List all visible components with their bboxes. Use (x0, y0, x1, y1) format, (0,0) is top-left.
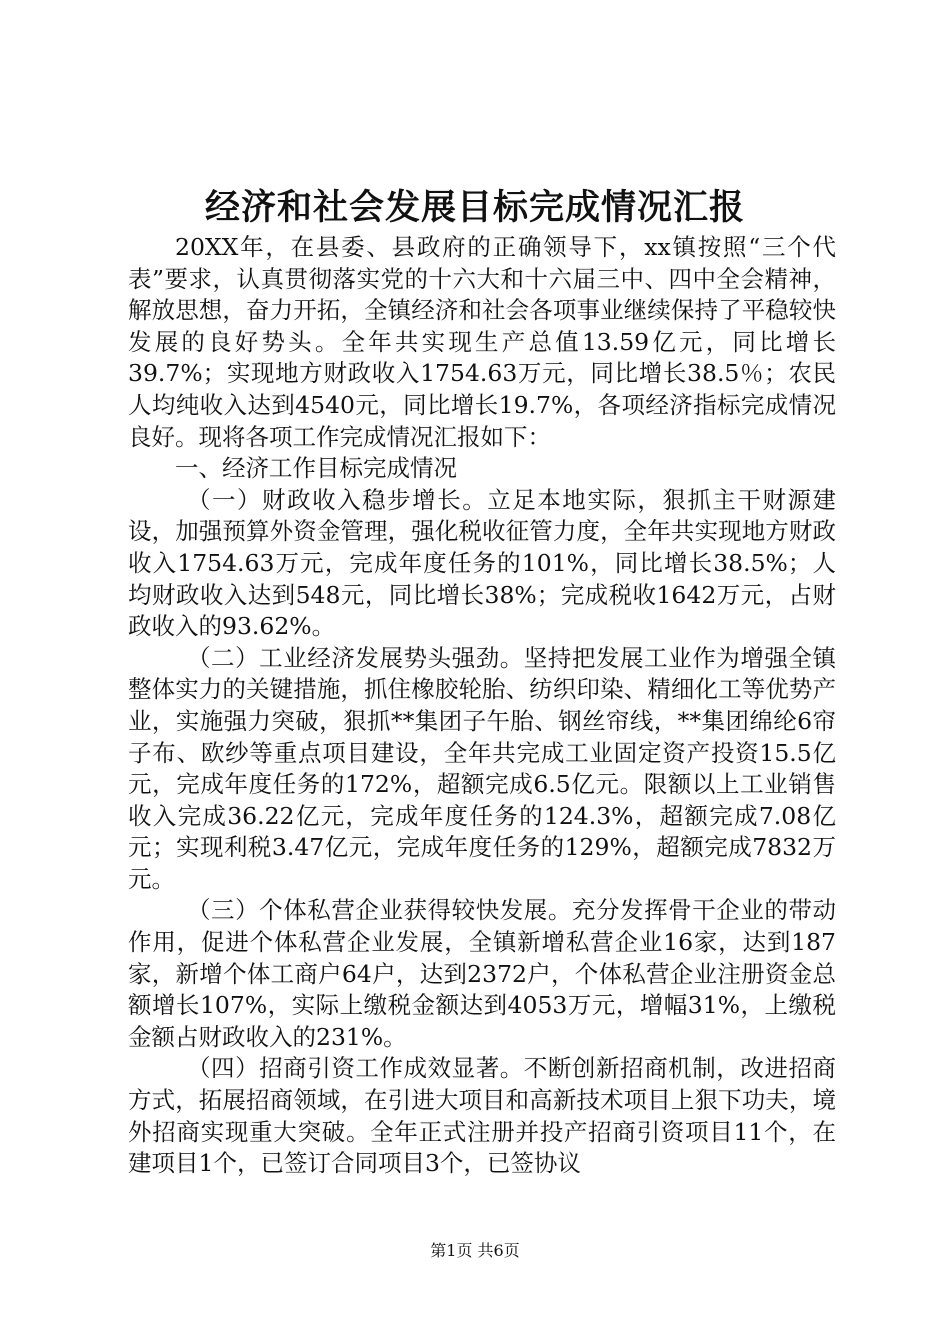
document-title: 经济和社会发展目标完成情况汇报 (204, 187, 745, 228)
intro-paragraph: 20XX年，在县委、县政府的正确领导下，xx镇按照“三个代表”要求，认真贯彻落实党的十六大和十六届三中、四中全会精神，解放思想，奋力开拓，全镇经济和社会各项事业继续保持了平稳较快发展的良好势头。全年共实现生产总值13.59亿元，同比增长39.7%；实现地方财政收入1754.63万元，同比增长38.5％；农民人均纯收入达到4540元，同比增长19.7%，各项经济指标完成情况良好。现将各项工作完成情况汇报如下： (128, 233, 836, 451)
page-footer: 第1页 共6页 (430, 1241, 520, 1260)
document-body (128, 232, 836, 1180)
subsection-paragraph-industry: （二）工业经济发展势头强劲。坚持把发展工业作为增强全镇整体实力的关键措施，抓住橡胶轮胎、纺织印染、精细化工等优势产业，实施强力突破，狠抓**集团子午胎、钢丝帘线，**集团绵纶6帘子布、欧纱等重点项目建设，全年共完成工业固定资产投资15.5亿元，完成年度任务的172%，超额完成6.5亿元。限额以上工业销售收入完成36.22亿元，完成年度任务的124.3%，超额完成7.08亿元；实现利税3.47亿元，完成年度任务的129%，超额完成7832万元。 (128, 643, 836, 893)
subsection-paragraph-private-enterprise: （三）个体私营企业获得较快发展。充分发挥骨干企业的带动作用，促进个体私营企业发展，全镇新增私营企业16家，达到187家，新增个体工商户64户，达到2372户，个体私营企业注册资金总额增长107%，实际上缴税金额达到4053万元，增幅31%，上缴税金额占财政收入的231%。 (128, 896, 836, 1051)
subsection-paragraph-finance: （一）财政收入稳步增长。立足本地实际，狠抓主干财源建设，加强预算外资金管理，强化税收征管力度，全年共实现地方财政收入1754.63万元，完成年度任务的101%，同比增长38.5%；人均财政收入达到548元，同比增长38%；完成税收1642万元，占财政收入的93.62%。 (128, 485, 836, 641)
subsection-paragraph-investment: （四）招商引资工作成效显著。不断创新招商机制，改进招商方式，拓展招商领域，在引进大项目和高新技术项目上狠下功夫，境外招商实现重大突破。全年正式注册并投产招商引资项目11个，在建项目1个，已签订合同项目3个，已签协议 (128, 1054, 836, 1178)
section-heading: 一、经济工作目标完成情况 (175, 454, 457, 483)
